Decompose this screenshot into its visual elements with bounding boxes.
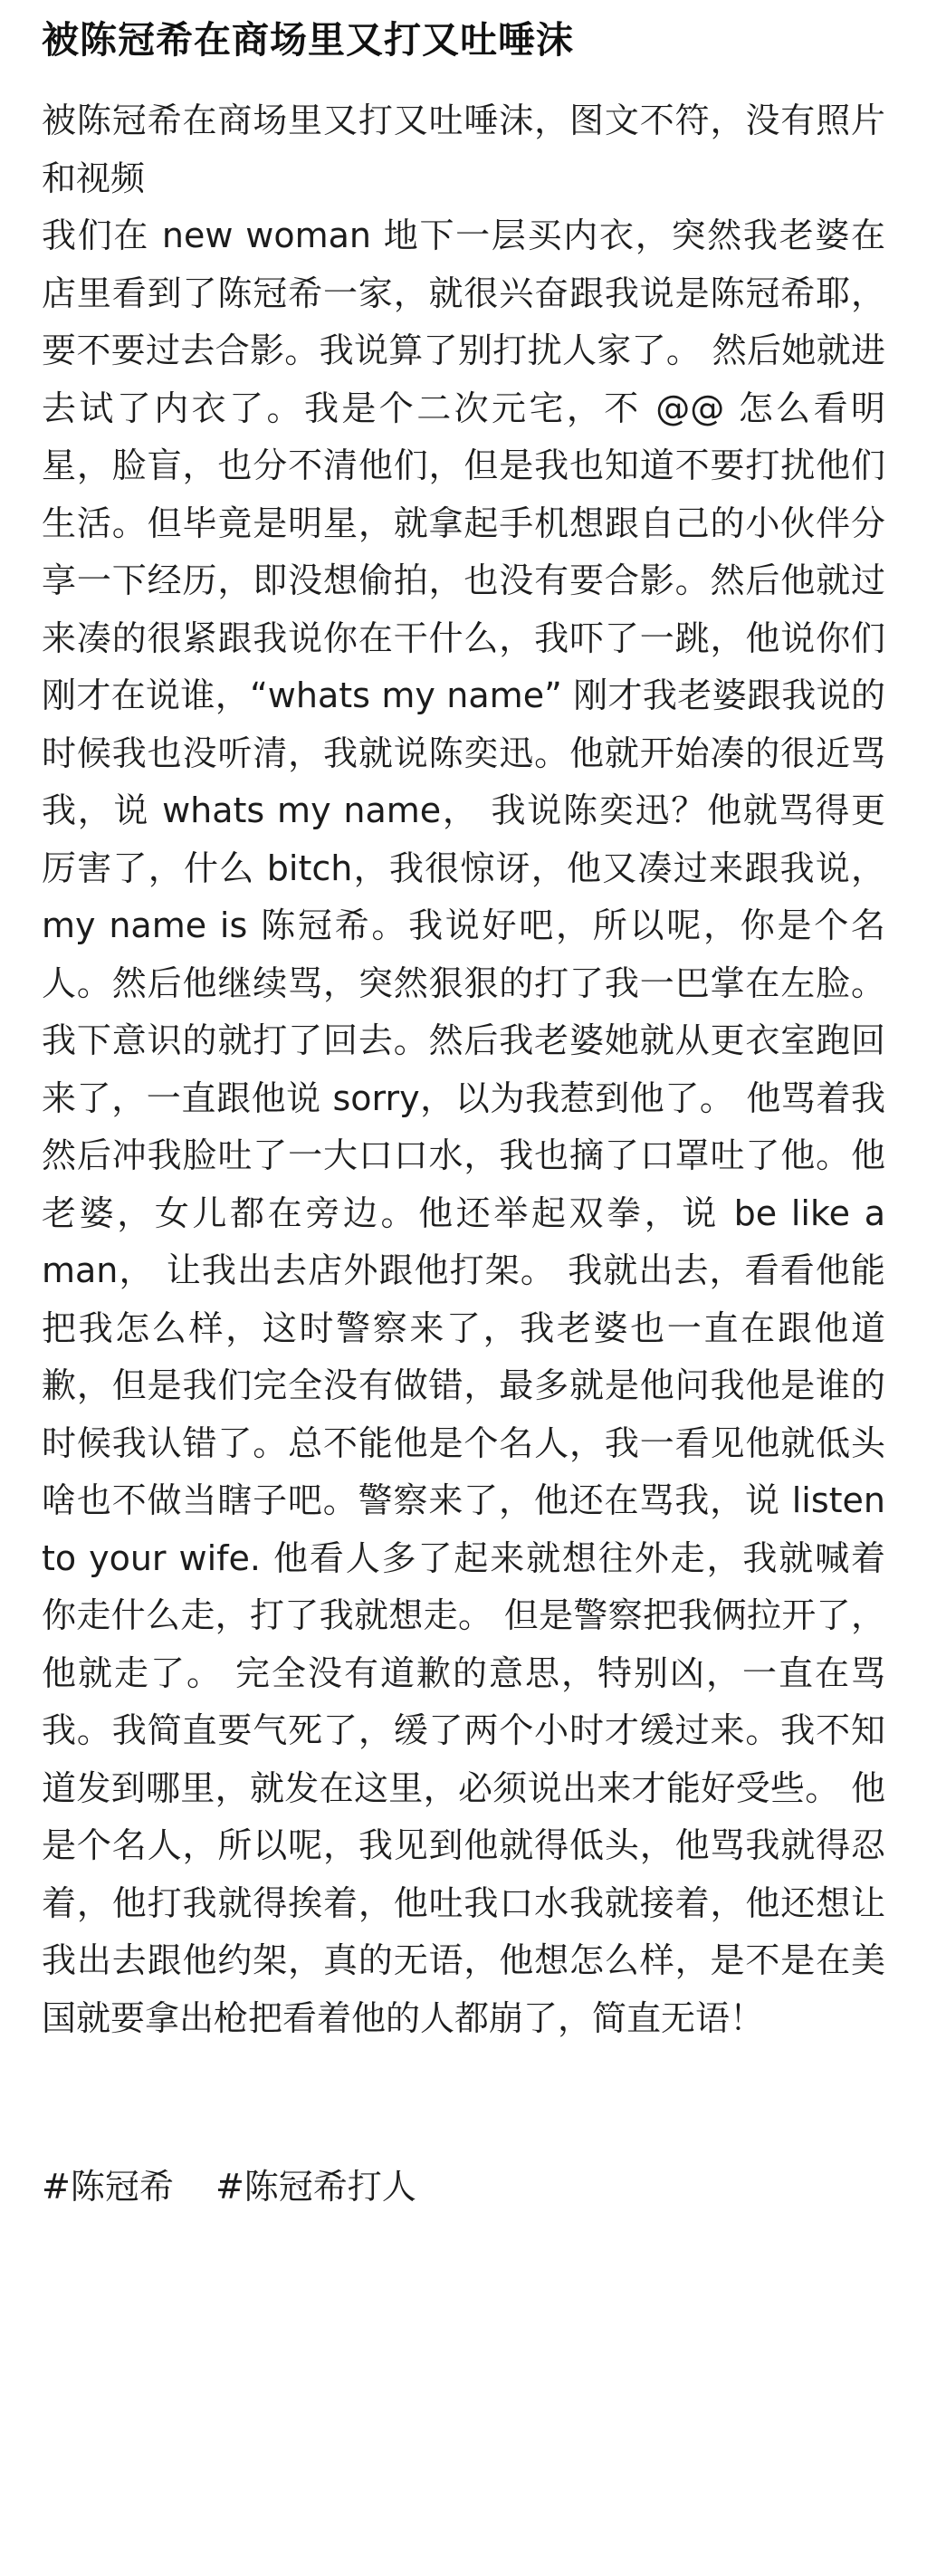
hashtag-chen-guanxi[interactable]: #陈冠希: [42, 2167, 174, 2207]
hashtag-row: [42, 2159, 885, 2214]
post-main-paragraph: 我们在 new woman 地下一层买内衣，突然我老婆在店里看到了陈冠希一家，就很兴奋跟我说是陈冠希耶，要不要过去合影。我说算了别打扰人家了。 然后她就进去试了内衣了。我是个二次元宅，不 @@ 怎么看明星，脸盲，也分不清他们，但是我也知道不要打扰他们生活。但毕竟是明星，就拿起手机想跟自己的小伙伴分享一下经历，即没想偷拍，也没有要合影。然后他就过来凑的很紧跟我说你在干什么，我吓了一跳，他说你们刚才在说谁，“whats my name” 刚才我老婆跟我说的时候我也没听清，我就说陈奕迅。他就开始凑的很近骂我，说 whats my name， 我说陈奕迅？他就骂得更厉害了，什么 bitch，我很惊讶，他又凑过来跟我说，my name is 陈冠希。我说好吧，所以呢，你是个名人。然后他继续骂，突然狠狠的打了我一巴掌在左脸。我下意识的就打了回去。然后我老婆她就从更衣室跑回来了，一直跟他说 sorry，以为我惹到他了。 他骂着我然后冲我脸吐了一大口口水，我也摘了口罩吐了他。他老婆，女儿都在旁边。他还举起双拳，说 be like a man， 让我出去店外跟他打架。 我就出去，看看他能把我怎么样，这时警察来了，我老婆也一直在跟他道歉，但是我们完全没有做错，最多就是他问我他是谁的时候我认错了。总不能他是个名人，我一看见他就低头啥也不做当瞎子吧。警察来了，他还在骂我，说 listen to your wife. 他看人多了起来就想往外走，我就喊着你走什么走，打了我就想走。 但是警察把我俩拉开了，他就走了。 完全没有道歉的意思，特别凶，一直在骂我。我简直要气死了，缓了两个小时才缓过来。我不知道发到哪里，就发在这里，必须说出来才能好受些。 他是个名人，所以呢，我见到他就得低头，他骂我就得忍着，他打我就得挨着，他吐我口水我就接着，他还想让我出去跟他约架，真的无语，他想怎么样，是不是在美国就要拿出枪把看着他的人都崩了，简直无语！: [42, 215, 885, 2038]
hashtag-chen-guanxi-hits[interactable]: #陈冠希打人: [215, 2167, 416, 2207]
post-title: 被陈冠希在商场里又打又吐唾沫: [42, 18, 574, 62]
post-body: [42, 92, 885, 2047]
post-intro-paragraph: 被陈冠希在商场里又打又吐唾沫，图文不符，没有照片和视频: [42, 101, 885, 198]
